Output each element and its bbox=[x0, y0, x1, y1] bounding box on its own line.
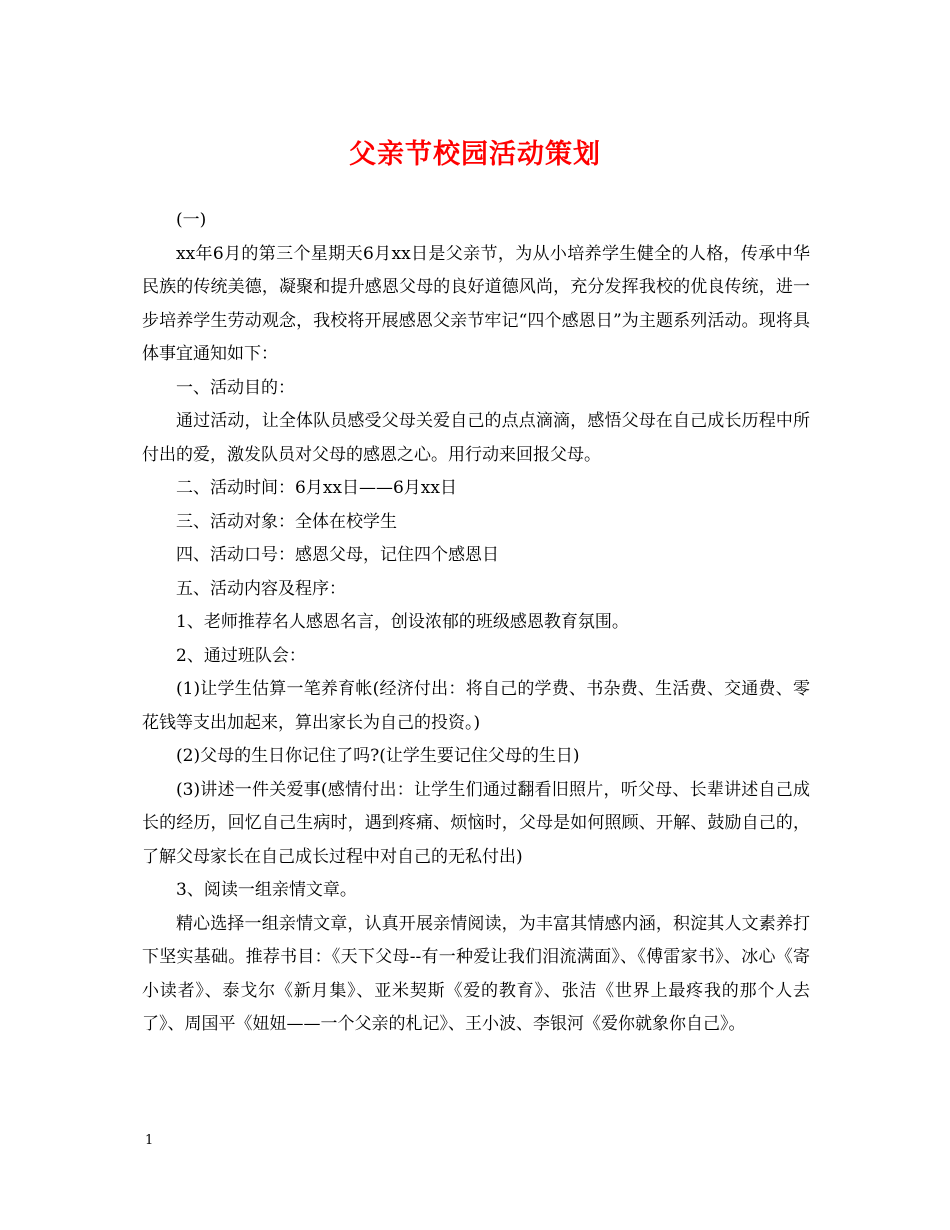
sub-item-2: (2)父母的生日你记住了吗?(让学生要记住父母的生日) bbox=[176, 746, 580, 766]
list-item-2: 2、通过班队会： bbox=[176, 645, 306, 666]
heading-content: 五、活动内容及程序： bbox=[176, 578, 346, 599]
page-number: 1 bbox=[145, 1133, 154, 1148]
paragraph-section-marker: (一) bbox=[176, 210, 207, 230]
paragraph-intro: xx年6月的第三个星期天6月xx日是父亲节，为从小培养学生健全的人格，传承中华民族的传统美德，凝聚和提升感恩父母的良好道德风尚，充分发挥我校的优良传统，进一步培养学生劳动观念，我校将开展感恩父亲节牢记“四个感恩日”为主题系列活动。现将具体事宜通知如下： bbox=[142, 243, 810, 364]
paragraph-purpose: 通过活动，让全体队员感受父母关爱自己的点点滴滴，感悟父母在自己成长历程中所付出的爱，激发队员对父母的感恩之心。用行动来回报父母。 bbox=[142, 411, 810, 465]
heading-audience: 三、活动对象：全体在校学生 bbox=[176, 511, 397, 532]
heading-slogan: 四、活动口号：感恩父母，记住四个感恩日 bbox=[176, 545, 499, 565]
sub-item-3: (3)讲述一件关爱事(感情付出：让学生们通过翻看旧照片，听父母、长辈讲述自己成长的经历，回忆自己生病时，遇到疼痛、烦恼时，父母是如何照顾、开解、鼓励自己的，了解父母家长在自己成长过程中对自己的无私付出) bbox=[142, 779, 810, 867]
heading-time: 二、活动时间：6月xx日——6月xx日 bbox=[176, 478, 457, 498]
list-item-3: 3、阅读一组亲情文章。 bbox=[176, 880, 357, 900]
list-item-1: 1、老师推荐名人感恩名言，创设浓郁的班级感恩教育氛围。 bbox=[176, 612, 629, 632]
sub-item-1: (1)让学生估算一笔养育帐(经济付出：将自己的学费、书杂费、生活费、交通费、零花钱等支出加起来，算出家长为自己的投资。) bbox=[142, 679, 810, 733]
heading-purpose: 一、活动目的： bbox=[176, 377, 295, 398]
document-title: 父亲节校园活动策划 bbox=[349, 139, 601, 170]
paragraph-reading: 精心选择一组亲情文章，认真开展亲情阅读，为丰富其情感内涵，积淀其人文素养打下坚实基础。推荐书目：《天下父母--有一种爱让我们泪流满面》、《傅雷家书》、冰心《寄小读者》、泰戈尔《新月集》、亚米契斯《爱的教育》、张洁《世界上最疼我的那个人去了》、周国平《妞妞——一个父亲的札记》、王小波、李银河《爱你就象你自己》。 bbox=[142, 913, 810, 1034]
document-body bbox=[142, 204, 810, 1042]
